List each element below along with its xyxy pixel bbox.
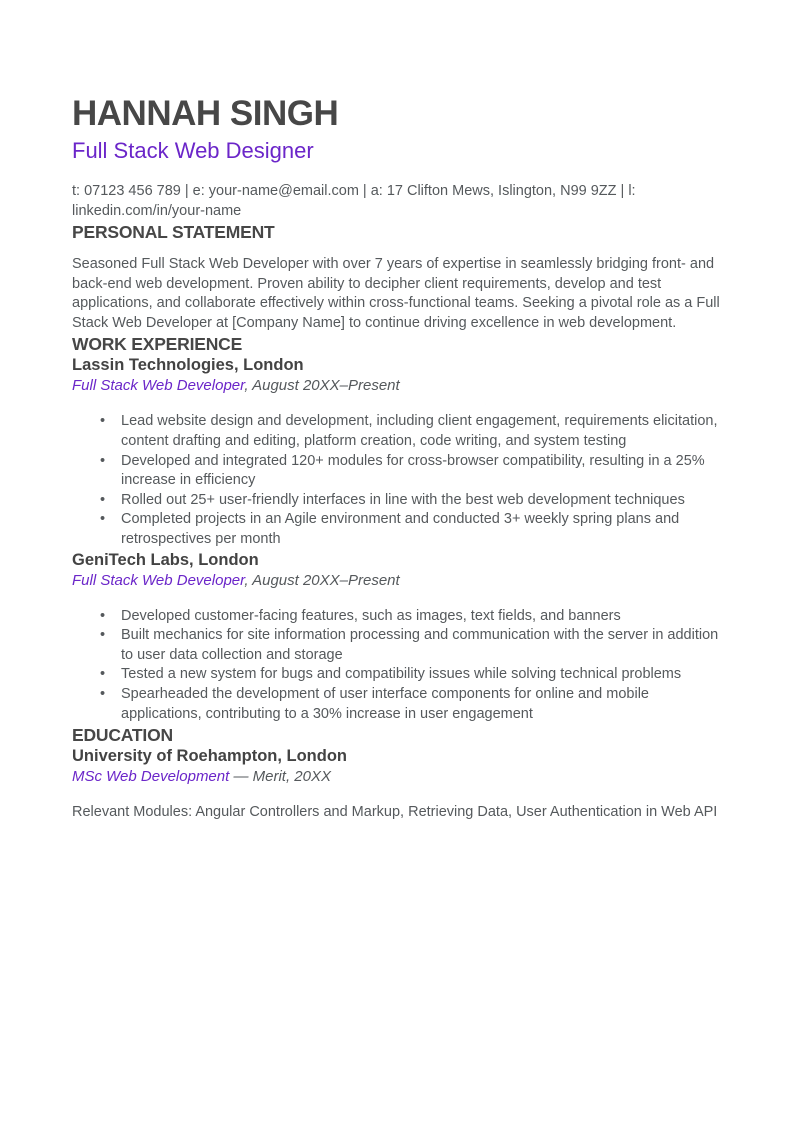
education-entry [72, 746, 728, 823]
bullet-item: • Completed projects in an Agile environment and conducted 3+ weekly spring plans and retrospectives per month [121, 510, 728, 549]
education-modules: Relevant Modules: Angular Controllers and Markup, Retrieving Data, User Authentication in Web API [72, 804, 718, 821]
personal-statement-heading: PERSONAL STATEMENT [72, 222, 275, 242]
contact-line: t: 07123 456 789 | e: your-name@email.com | a: 17 Clifton Mews, Islington, N99 9ZZ | l: linkedin.com/in/your-name [72, 183, 636, 219]
job-bullet-list [72, 412, 728, 549]
job-role: Full Stack Web Developer [72, 377, 245, 395]
education-degree: MSc Web Development [72, 768, 230, 786]
bullet-item: • Lead website design and development, including client engagement, requirements elicitation, content drafting and editing, platform creation, code writing, and system testing [121, 412, 728, 451]
job-company: Lassin Technologies, London [72, 356, 304, 375]
education-school: University of Roehampton, London [72, 747, 347, 766]
personal-statement-text: Seasoned Full Stack Web Developer with over 7 years of expertise in seamlessly bridging front- and back-end web development. Proven ability to decipher client requirements, develop and test applications, and collaborate effectively within cross-functional teams. Seeking a pivotal role as a Full Stack Web Developer at [Company Name] to continue driving excellence in web development. [72, 256, 720, 331]
job-entry [72, 550, 728, 725]
job-bullet-list [72, 607, 728, 725]
job-dates: , August 20XX–Present [244, 377, 400, 395]
candidate-headline: Full Stack Web Designer [72, 138, 314, 163]
bullet-item: • Developed customer-facing features, such as images, text fields, and banners [121, 607, 728, 627]
education-degree-result: — Merit, 20XX [229, 768, 331, 786]
job-company: GeniTech Labs, London [72, 550, 259, 569]
work-experience-heading: WORK EXPERIENCE [72, 334, 243, 355]
job-role: Full Stack Web Developer [72, 571, 245, 589]
candidate-name: HANNAH SINGH [72, 94, 339, 133]
bullet-item: • Rolled out 25+ user-friendly interfaces in line with the best web development techniques [121, 491, 728, 511]
bullet-item: • Built mechanics for site information processing and communication with the server in addition to user data collection and storage [121, 626, 728, 665]
job-entry [72, 355, 728, 549]
bullet-item: • Tested a new system for bugs and compatibility issues while solving technical problems [121, 665, 728, 685]
job-role-line [72, 571, 728, 590]
job-dates: , August 20XX–Present [244, 571, 400, 589]
job-role-line [72, 376, 728, 395]
bullet-item: • Spearheaded the development of user interface components for online and mobile applications, contributing to a 30% increase in user engagement [121, 685, 728, 724]
bullet-item: • Developed and integrated 120+ modules for cross-browser compatibility, resulting in a 25% increase in efficiency [121, 452, 728, 491]
education-degree-line [72, 767, 728, 786]
education-heading: EDUCATION [72, 725, 173, 746]
